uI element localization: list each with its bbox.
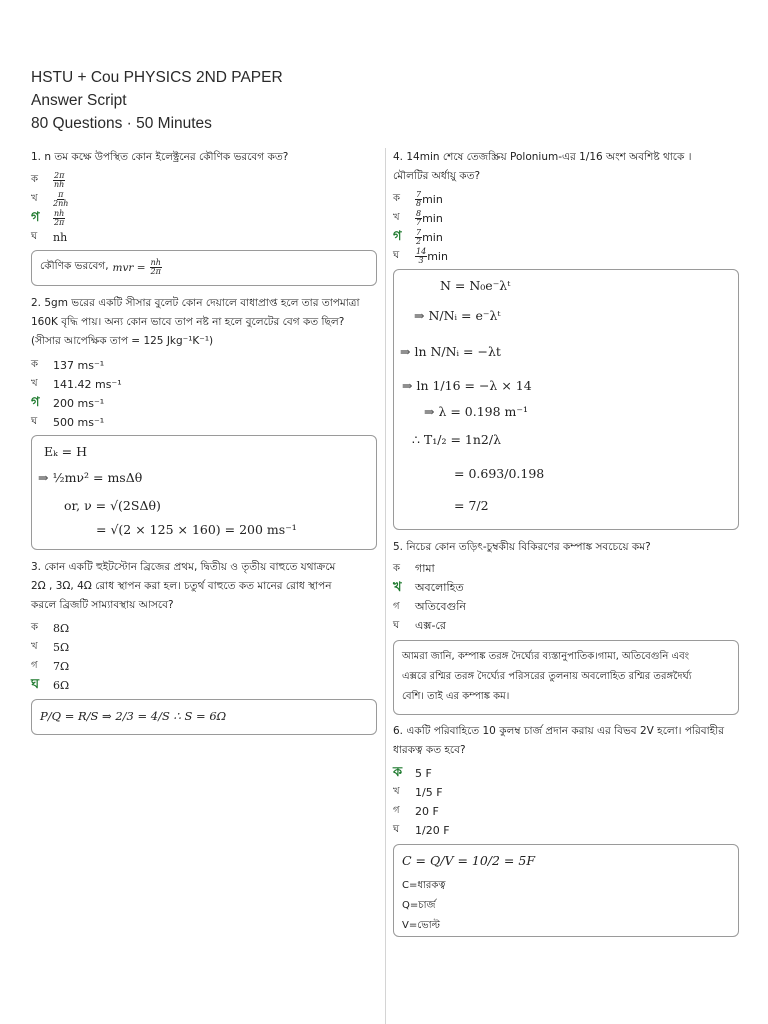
question-3-text: 3. কোন একটি হুইটস্টোন ব্রিজের প্রথম, দ্বিতীয় ও তৃতীয় বাহুতে যথাক্রমে 2Ω , 3Ω, 4Ω রোধ স্থাপন করা হল। চতুর্থ বাহুতে কত মানের রোধ স্থাপন করলে ব্রিজটি সাম্যাবস্থায় আসবে? (31, 561, 336, 611)
q6-note-v: V=ভোল্ট (402, 920, 440, 931)
q4-solution-line-4: ⇒ ln 1/16 = −λ × 14 (402, 378, 532, 393)
question-5-text: 5. নিচের কোন তড়িৎ-চুম্বকীয় বিকিরণের কম্পাঙ্ক সবচেয়ে কম? (393, 541, 651, 553)
exam-subtitle: Answer Script (31, 92, 127, 109)
q5-option-ga[interactable]: গ অতিবেগুনি (393, 599, 466, 613)
q6-option-ga[interactable]: গ 20 F (393, 804, 439, 818)
q4-solution-box (393, 269, 739, 530)
q5-option-ka[interactable]: ক গামা (393, 561, 435, 575)
q2-solution-line-4: = √(2 × 125 × 160) = 200 ms⁻¹ (96, 522, 297, 537)
q6-solution-box (393, 844, 739, 937)
q3-option-gha-correct[interactable]: ঘ 6Ω (31, 676, 70, 692)
q6-option-gha[interactable]: ঘ 1/20 F (393, 823, 450, 837)
q2-solution-line-2: ⇒ ½mν² = msΔθ (38, 470, 143, 485)
q6-option-ka-correct[interactable]: ক 5 F (393, 764, 432, 780)
q4-solution-line-7: = 0.693/0.198 (454, 466, 545, 481)
q2-option-gha[interactable]: ঘ 500 ms⁻¹ (31, 415, 105, 429)
q3-option-kha[interactable]: খ 5Ω (31, 640, 70, 654)
question-2-text: 2. 5gm ভরের একটি সীসার বুলেট কোন দেয়ালে বাধাপ্রাপ্ত হলে তার তাপমাত্রা 160K বৃদ্ধি পায়। অন্য কোন ভাবে তাপ নষ্ট না হলে বুলেটের বেগ কত ছিল? (সীসার আপেক্ষিক তাপ = 125 Jkg⁻¹K⁻¹) (31, 297, 360, 347)
q1-option-kha[interactable]: খ $\frac{\pi}{2nh}$ (31, 189, 69, 208)
question-1-text: 1. n তম কক্ষে উপস্থিত কোন ইলেক্ট্রনের কৌণিক ভরবেগ কত? (31, 151, 289, 163)
exam-meta: 80 Questions · 50 Minutes (31, 115, 212, 132)
question-4-text: 4. 14min শেষে তেজস্ক্রিয় Polonium-এর 1/16 অংশ অবশিষ্ট থাকে । মৌলটির অর্ধায়ু কত? (393, 151, 692, 182)
q1-option-ga-correct[interactable]: গ $\frac{nh}{2\pi}$ (31, 208, 65, 227)
q4-solution-line-5: ⇒ λ = 0.198 m⁻¹ (424, 404, 529, 419)
exam-title: HSTU + Cou PHYSICS 2ND PAPER (31, 69, 283, 86)
q2-solution-box (31, 435, 377, 550)
q6-solution-line: C = Q/V = 10/2 = 5F (402, 853, 536, 868)
column-divider (385, 148, 386, 1024)
q4-option-gha[interactable]: ঘ $\frac{14}{3}$ min (393, 246, 448, 265)
q2-option-kha[interactable]: খ 141.42 ms⁻¹ (31, 377, 122, 391)
q2-solution-line-3: or, ν = √(2SΔθ) (64, 498, 161, 513)
q3-solution-box (31, 699, 377, 735)
q4-solution-line-3: ⇒ ln N/Nᵢ = −λt (400, 344, 501, 359)
page-header (31, 66, 283, 135)
q1-option-ka[interactable]: ক $\frac{2\pi}{nh}$ (31, 170, 65, 189)
q6-option-kha[interactable]: খ 1/5 F (393, 785, 443, 799)
q4-solution-line-8: = 7/2 (454, 498, 489, 513)
q4-option-ka[interactable]: ক $\frac{7}{8}$ min (393, 189, 443, 208)
q4-solution-line-2: ⇒ N/Nᵢ = e⁻λᵗ (414, 308, 501, 323)
q4-solution-line-6: ∴ T₁/₂ = 1n2/λ (412, 432, 502, 447)
q2-option-ga-correct[interactable]: গ 200 ms⁻¹ (31, 394, 105, 410)
q3-option-ga[interactable]: গ 7Ω (31, 659, 70, 673)
q5-option-gha[interactable]: ঘ এক্স-রে (393, 618, 446, 632)
q6-note-q: Q=চার্জ (402, 900, 436, 911)
q4-option-ga-correct[interactable]: গ $\frac{7}{2}$ min (393, 227, 443, 246)
q4-solution-line-1: N = N₀e⁻λᵗ (440, 278, 511, 293)
q5-option-kha-correct[interactable]: খ অবলোহিত (393, 579, 464, 595)
question-6-text: 6. একটি পরিবাহিতে 10 কুলম্ব চার্জ প্রদান করায় এর বিভব 2V হলো। পরিবাহীর ধারকত্ব কত হবে? (393, 725, 724, 756)
q6-note-c: C=ধারকত্ব (402, 880, 446, 891)
q1-explanation-box: কৌণিক ভরবেগ, mvr = $\frac{nh}{2\pi}$ (31, 250, 377, 286)
q2-solution-line-1: Eₖ = H (44, 444, 88, 459)
q3-option-ka[interactable]: ক 8Ω (31, 621, 70, 635)
q1-option-gha[interactable]: ঘ nh (31, 230, 68, 244)
q3-solution-line: P/Q = R/S ⇒ 2/3 = 4/S ∴ S = 6Ω (40, 709, 227, 723)
q2-option-ka[interactable]: ক 137 ms⁻¹ (31, 358, 105, 372)
q5-explanation-box: আমরা জানি, কম্পাঙ্ক তরঙ্গ দৈর্ঘ্যের ব্যস্তানুপাতিক।গামা, অতিবেগুনি এবং এক্সরে রশ্মির তরঙ্গ দৈর্ঘ্যের পরিসরের তুলনায় অবলোহিত রশ্মির তরঙ্গদৈর্ঘ্য বেশি। তাই এর কম্পাঙ্ক কম। (393, 640, 739, 715)
q4-option-kha[interactable]: খ $\frac{8}{7}$ min (393, 208, 443, 227)
